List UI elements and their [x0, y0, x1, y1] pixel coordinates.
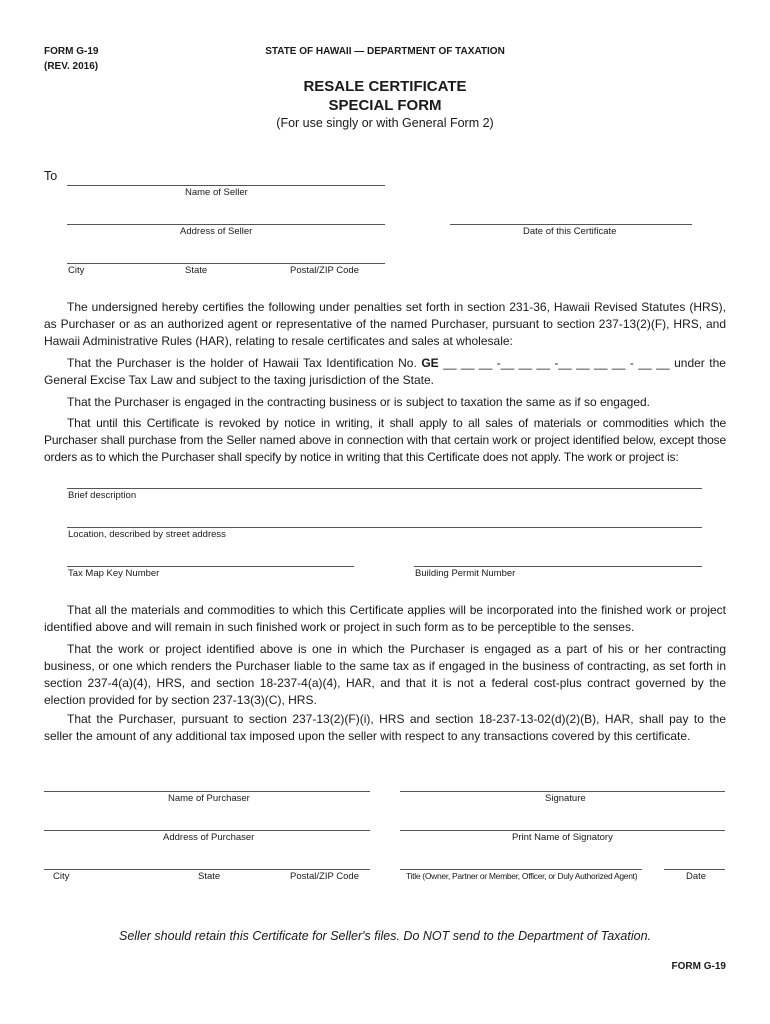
form-number: FORM G-19 — [44, 46, 99, 57]
tax-id-paragraph — [44, 355, 726, 389]
additional-tax-paragraph: That the Purchaser, pursuant to section 237-13(2)(F)(i), HRS and section 18-237-13-02(d)(2)(B), HAR, shall pay to the seller the amount of any additional tax imposed upon the seller with respect to any transactions covered by this certificate. — [44, 712, 726, 743]
form-revision: (REV. 2016) — [44, 61, 99, 72]
purchaser-date-label: Date — [686, 871, 707, 882]
signature-label: Signature — [545, 793, 586, 804]
certificate-date-field[interactable] — [450, 224, 692, 225]
seller-address-label: Address of Seller — [180, 226, 253, 237]
print-name-label: Print Name of Signatory — [512, 832, 613, 843]
purchaser-address-field[interactable] — [44, 830, 370, 831]
ge-prefix: GE — [421, 356, 439, 370]
seller-city-state-zip-field[interactable] — [67, 263, 385, 264]
tax-id-text-end: under the General Excise Tax Law and subject to the taxing jurisdiction of the State. — [44, 356, 726, 387]
seller-zip-label: Postal/ZIP Code — [290, 265, 360, 276]
agency-header: STATE OF HAWAII — DEPARTMENT OF TAXATION — [265, 46, 505, 57]
certificate-date-label: Date of this Certificate — [523, 226, 617, 237]
certification-paragraph: The undersigned hereby certifies the following under penalties set forth in section 231-36, Hawaii Revised Statutes (HRS), as Purchaser or as an authorized agent or representative of the named Purchaser, pursuant to section 237-13(2)(F), HRS, and Hawaii Administrative Rules (HAR), relating to resale certificates and sales at wholesale: — [44, 300, 726, 348]
purchaser-address-label: Address of Purchaser — [163, 832, 255, 843]
print-name-field[interactable] — [400, 830, 725, 831]
page-subtitle: (For use singly or with General Form 2) — [276, 116, 494, 130]
purchaser-name-label: Name of Purchaser — [168, 793, 250, 804]
title-line-2: SPECIAL FORM — [328, 97, 442, 114]
page-title — [0, 77, 770, 115]
seller-state-label: State — [185, 265, 208, 276]
tax-id-text-start: That the Purchaser is the holder of Hawaii Tax Identification No. — [67, 356, 422, 370]
seller-city-label: City — [68, 265, 85, 276]
brief-description-label: Brief description — [68, 490, 137, 501]
purchaser-date-field[interactable] — [664, 869, 725, 870]
seller-address-field[interactable] — [67, 224, 385, 225]
retention-note: Seller should retain this Certificate for Seller's files. Do NOT send to the Department of Taxation. — [118, 929, 652, 943]
title-line-1: RESALE CERTIFICATE — [303, 78, 467, 95]
purchaser-name-field[interactable] — [44, 791, 370, 792]
revocation-paragraph: That until this Certificate is revoked by notice in writing, it shall apply to all sales of materials or commodities which the Purchaser shall purchase from the Seller named above in connection with that certain work or project identified below, except those orders as to which the Purchaser shall specify by notice in writing that this Certificate does not apply. The work or project is: — [44, 416, 726, 464]
signature-field[interactable] — [400, 791, 725, 792]
purchaser-state-label: State — [198, 871, 221, 882]
seller-name-field[interactable] — [67, 185, 385, 186]
building-permit-field[interactable] — [414, 566, 702, 567]
signatory-title-label: Title (Owner, Partner or Member, Officer, or Duly Authorized Agent) — [406, 871, 638, 881]
signatory-title-field[interactable] — [400, 869, 642, 870]
to-label: To — [44, 169, 58, 183]
brief-description-field[interactable] — [67, 488, 702, 489]
work-project-paragraph: That the work or project identified above is one in which the Purchaser is engaged as a part of his or her contracting business, or one which renders the Purchaser liable to the same tax as if engaged in the business of contracting, as set forth in section 237-4(a)(4), HRS, and section 18-237-4(a)(4), HAR, and that it is not a federal cost-plus contract governed by the election provided for by section 237-13(3)(C), HRS. — [44, 642, 726, 707]
purchaser-zip-label: Postal/ZIP Code — [290, 871, 360, 882]
contracting-paragraph: That the Purchaser is engaged in the contracting business or is subject to taxation the same as if so engaged. — [67, 395, 651, 409]
location-field[interactable] — [67, 527, 702, 528]
tax-id-blanks[interactable]: __ __ __ -__ __ __ -__ __ __ __ - __ __ — [438, 356, 675, 370]
purchaser-city-label: City — [53, 871, 70, 882]
location-label: Location, described by street address — [68, 529, 226, 540]
building-permit-label: Building Permit Number — [415, 568, 516, 579]
tax-map-key-field[interactable] — [67, 566, 354, 567]
tax-map-key-label: Tax Map Key Number — [68, 568, 160, 579]
seller-name-label: Name of Seller — [185, 187, 248, 198]
footer-form-number: FORM G-19 — [671, 961, 726, 972]
materials-paragraph: That all the materials and commodities to which this Certificate applies will be incorporated into the finished work or project identified above and will remain in such finished work or project in such form as to be perceptible to the senses. — [44, 603, 726, 634]
purchaser-city-state-zip-field[interactable] — [44, 869, 370, 870]
